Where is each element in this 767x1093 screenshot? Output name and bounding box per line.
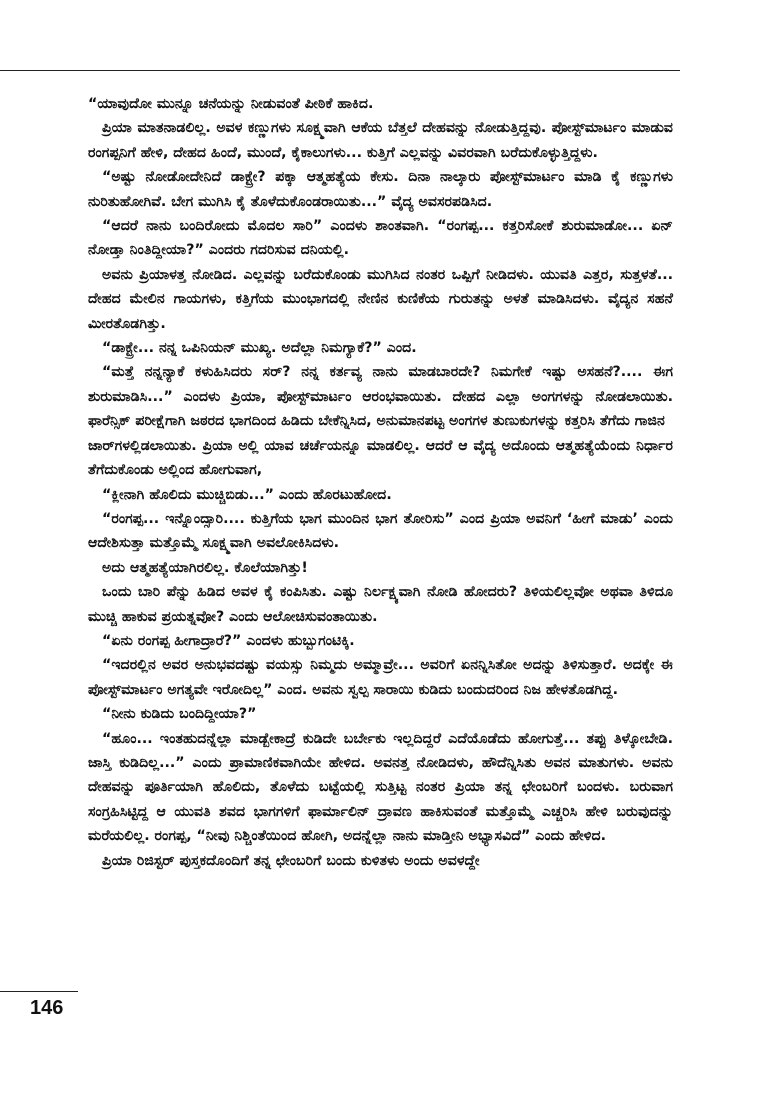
body-text [88, 92, 673, 873]
paragraph: “ಏನು ರಂಗಪ್ಪ ಹೀಗಾದ್ರಾರೆ?” ಎಂದಳು ಹುಬ್ಬುಗಂಟಿಕ್ಕಿ. [102, 632, 355, 649]
paragraph: ಪ್ರಿಯಾ ರಿಜಿಸ್ಟರ್ ಪುಸ್ತಕದೊಂದಿಗೆ ತನ್ನ ಛೇಂಬರಿಗೆ ಬಂದು ಕುಳಿತಳು ಅಂದು ಅವಳದ್ದೇ [102, 852, 480, 869]
paragraph: ಪ್ರಿಯಾ ಮಾತನಾಡಲಿಲ್ಲ. ಅವಳ ಕಣ್ಣುಗಳು ಸೂಕ್ಷ್ಮವಾಗಿ ಆಕೆಯ ಬೆತ್ತಲೆ ದೇಹವನ್ನು ನೋಡುತ್ತಿದ್ದವು. ಪೋಸ್ಟ್‌ಮಾರ್ಟಂ ಮಾಡುವ ರಂಗಪ್ಪನಿಗೆ ಹೇಳಿ, ದೇಹದ ಹಿಂದೆ, ಮುಂದೆ, ಕೈಕಾಲುಗಳು... ಕುತ್ತಿಗೆ ಎಲ್ಲವನ್ನು ವಿವರವಾಗಿ ಬರೆದುಕೊಳ್ಳುತ್ತಿದ್ದಳು. [88, 120, 673, 161]
paragraph: ಅವನು ಪ್ರಿಯಾಳತ್ತ ನೋಡಿದ. ಎಲ್ಲವನ್ನು ಬರೆದುಕೊಂಡು ಮುಗಿಸಿದ ನಂತರ ಒಪ್ಪಿಗೆ ನೀಡಿದಳು. ಯುವತಿ ಎತ್ತರ, ಸುತ್ತಳತೆ... ದೇಹದ ಮೇಲಿನ ಗಾಯಗಳು, ಕತ್ತಿಗೆಯ ಮುಂಭಾಗದಲ್ಲಿ ನೇಣಿನ ಕುಣಿಕೆಯ ಗುರುತನ್ನು ಅಳತೆ ಮಾಡಿಸಿದಳು. ವೈದ್ಯನ ಸಹನೆ ಮೀರತೊಡಗಿತ್ತು. [88, 266, 673, 332]
paragraph: “ಆದರೆ ನಾನು ಬಂದಿರೋದು ಮೊದಲ ಸಾರಿ” ಎಂದಳು ಶಾಂತವಾಗಿ. “ರಂಗಪ್ಪ... ಕತ್ತರಿಸೋಕೆ ಶುರುಮಾಡೋ... ಏನ್ ನೋಡ್ತಾ ನಿಂತಿದ್ದೀಯಾ?” ಎಂದರು ಗದರಿಸುವ ದನಿಯಲ್ಲಿ. [88, 218, 673, 259]
paragraph: “ನೀನು ಕುಡಿದು ಬಂದಿದ್ದೀಯಾ?” [102, 706, 257, 723]
page-number: 146 [30, 997, 64, 1019]
paragraph: ಅದು ಆತ್ಮಹತ್ಯೆಯಾಗಿರಲಿಲ್ಲ. ಕೊಲೆಯಾಗಿತ್ತು! [102, 559, 308, 576]
footer-rule [0, 991, 78, 992]
paragraph: ಒಂದು ಬಾರಿ ಪೆನ್ನು ಹಿಡಿದ ಅವಳ ಕೈ ಕಂಪಿಸಿತು. ಎಷ್ಟು ನಿರ್ಲಕ್ಷ್ಯವಾಗಿ ನೋಡಿ ಹೋದರು? ತಿಳಿಯಲಿಲ್ಲವೋ ಅಥವಾ ತಿಳಿದೂ ಮುಚ್ಚಿ ಹಾಕುವ ಪ್ರಯತ್ನವೋ? ಎಂದು ಆಲೋಚಿಸುವಂತಾಯಿತು. [88, 584, 673, 625]
paragraph: “ಅಷ್ಟು ನೋಡೋದೇನಿದೆ ಡಾಕ್ಟ್ರೇ? ಪಕ್ಕಾ ಆತ್ಮಹತ್ಯೆಯ ಕೇಸು. ದಿನಾ ನಾಲ್ಕಾರು ಪೋಸ್ಟ್‌ಮಾರ್ಟಂ ಮಾಡಿ ಕೈ ಕಣ್ಣುಗಳು ನುರಿತುಹೋಗಿವೆ. ಬೇಗ ಮುಗಿಸಿ ಕೈ ತೊಳೆದುಕೊಂಡರಾಯಿತು...” ವೈದ್ಯ ಅವಸರಪಡಿಸಿದ. [88, 169, 673, 210]
paragraph: “ಯಾವುದೋ ಮುನ್ನೂ ಚನೆಯನ್ನು ನೀಡುವಂತೆ ಪೀಠಿಕೆ ಹಾಕಿದ. [88, 96, 374, 112]
paragraph: “ರಂಗಪ್ಪ... ಇನ್ನೊಂದ್ಸಾರಿ.... ಕುತ್ತಿಗೆಯ ಭಾಗ ಮುಂದಿನ ಭಾಗ ತೋರಿಸು” ಎಂದ ಪ್ರಿಯಾ ಅವನಿಗೆ ‘ಹೀಗೆ ಮಾಡು’ ಎಂದು ಆದೇಶಿಸುತ್ತಾ ಮತ್ತೊಮ್ಮೆ ಸೂಕ್ಷ್ಮವಾಗಿ ಅವಲೋಕಿಸಿದಳು. [88, 510, 673, 552]
header-rule [0, 70, 680, 71]
paragraph: “ಕ್ಲೀನಾಗಿ ಹೊಲಿದು ಮುಚ್ಚಿಬಿಡು...” ಎಂದು ಹೊರಟುಹೋದ. [102, 486, 392, 503]
paragraph: “ಇದರಲ್ಲಿನ ಅವರ ಅನುಭವದಷ್ಟು ವಯಸ್ಸು ನಿಮ್ಮದು ಅಮ್ಮಾವ್ರೇ... ಅವರಿಗೆ ಏನನ್ನಿಸಿತೋ ಅದನ್ನು ತಿಳಿಸುತ್ತಾರೆ. ಅದಕ್ಕೇ ಈ ಪೋಸ್ಟ್‌ಮಾರ್ಟಂ ಅಗತ್ಯವೇ ಇರೋದಿಲ್ಲ” ಎಂದ. ಅವನು ಸ್ವಲ್ಪ ಸಾರಾಯಿ ಕುಡಿದು ಬಂದುದರಿಂದ ನಿಜ ಹೇಳತೊಡಗಿದ್ದ. [88, 657, 673, 698]
paragraph: “ಡಾಕ್ಟ್ರೇ... ನನ್ನ ಒಪಿನಿಯನ್ ಮುಖ್ಯ. ಅದೆಲ್ಲಾ ನಿಮಗ್ಯಾಕೆ?” ಎಂದ. [102, 340, 417, 357]
paragraph: “ಹೂಂ... ಇಂತಹುದನ್ನೆಲ್ಲಾ ಮಾಡ್ಬೇಕಾದ್ರೆ ಕುಡಿದೇ ಬರ್ಬೇಕು ಇಲ್ಲದಿದ್ದರೆ ಎದೆಯೊಡೆದು ಹೋಗುತ್ತೆ... ತಪ್ಪು ತಿಳ್ಕೋಬೇಡಿ. ಜಾಸ್ತಿ ಕುಡಿದಿಲ್ಲ...” ಎಂದು ಪ್ರಾಮಾಣಿಕವಾಗಿಯೇ ಹೇಳಿದ. ಅವನತ್ತ ನೋಡಿದಳು, ಹೌದೆನ್ನಿಸಿತು ಅವನ ಮಾತುಗಳು. ಅವನು ದೇಹವನ್ನು ಪೂರ್ತಿಯಾಗಿ ಹೊಲಿದು, ತೊಳೆದು ಬಟ್ಟೆಯಲ್ಲಿ ಸುತ್ತಿಟ್ಟ ನಂತರ ಪ್ರಿಯಾ ತನ್ನ ಛೇಂಬರಿಗೆ ಬಂದಳು. ಬರುವಾಗ ಸಂಗ್ರಹಿಸಿಟ್ಟಿದ್ದ ಆ ಯುವತಿ ಶವದ ಭಾಗಗಳಿಗೆ ಫಾರ್ಮಾಲಿನ್ ದ್ರಾವಣ ಹಾಕಿಸುವಂತೆ ಮತ್ತೊಮ್ಮೆ ಎಚ್ಚರಿಸಿ ಹೇಳಿ ಬರುವುದನ್ನು ಮರೆಯಲಿಲ್ಲ. ರಂಗಪ್ಪ, “ನೀವು ನಿಶ್ಚಿಂತೆಯಿಂದ ಹೋಗಿ, ಅದನ್ನೆಲ್ಲಾ ನಾನು ಮಾಡ್ತೀನಿ ಅಭ್ಯಾಸವಿದೆ” ಎಂದು ಹೇಳಿದ. [88, 730, 673, 845]
paragraph: ಜಾರ್‌ಗಳಲ್ಲಿಡಲಾಯಿತು. ಪ್ರಿಯಾ ಅಲ್ಲಿ ಯಾವ ಚರ್ಚೆಯನ್ನೂ ಮಾಡಲಿಲ್ಲ. ಆದರೆ ಆ ವೈದ್ಯ ಅದೊಂದು ಆತ್ಮಹತ್ಯೆಯೆಂದು ನಿರ್ಧಾರ ತೆಗೆದುಕೊಂಡು ಅಲ್ಲಿಂದ ಹೋಗುವಾಗ, [88, 437, 673, 479]
paragraph: “ಮತ್ತೆ ನನ್ನನ್ಯಾಕೆ ಕಳುಹಿಸಿದರು ಸರ್? ನನ್ನ ಕರ್ತವ್ಯ ನಾನು ಮಾಡಬಾರದೇ? ನಿಮಗೇಕೆ ಇಷ್ಟು ಅಸಹನೆ?.... ಈಗ ಶುರುಮಾಡಿಸಿ...” ಎಂದಳು ಪ್ರಿಯಾ, ಪೋಸ್ಟ್‌ಮಾರ್ಟಂ ಆರಂಭವಾಯಿತು. ದೇಹದ ಎಲ್ಲಾ ಅಂಗಗಳನ್ನು ನೋಡಲಾಯಿತು. ಫಾರೆನ್ಸಿಕ್ ಪರೀಕ್ಷೆಗಾಗಿ ಜಠರದ ಭಾಗದಿಂದ ಹಿಡಿದು ಬೇಕೆನ್ನಿಸಿದ, ಅನುಮಾನಪಟ್ಟ ಅಂಗಗಳ ತುಣುಕುಗಳನ್ನು ಕತ್ತರಿಸಿ ತೆಗೆದು ಗಾಜಿನ [88, 364, 673, 430]
